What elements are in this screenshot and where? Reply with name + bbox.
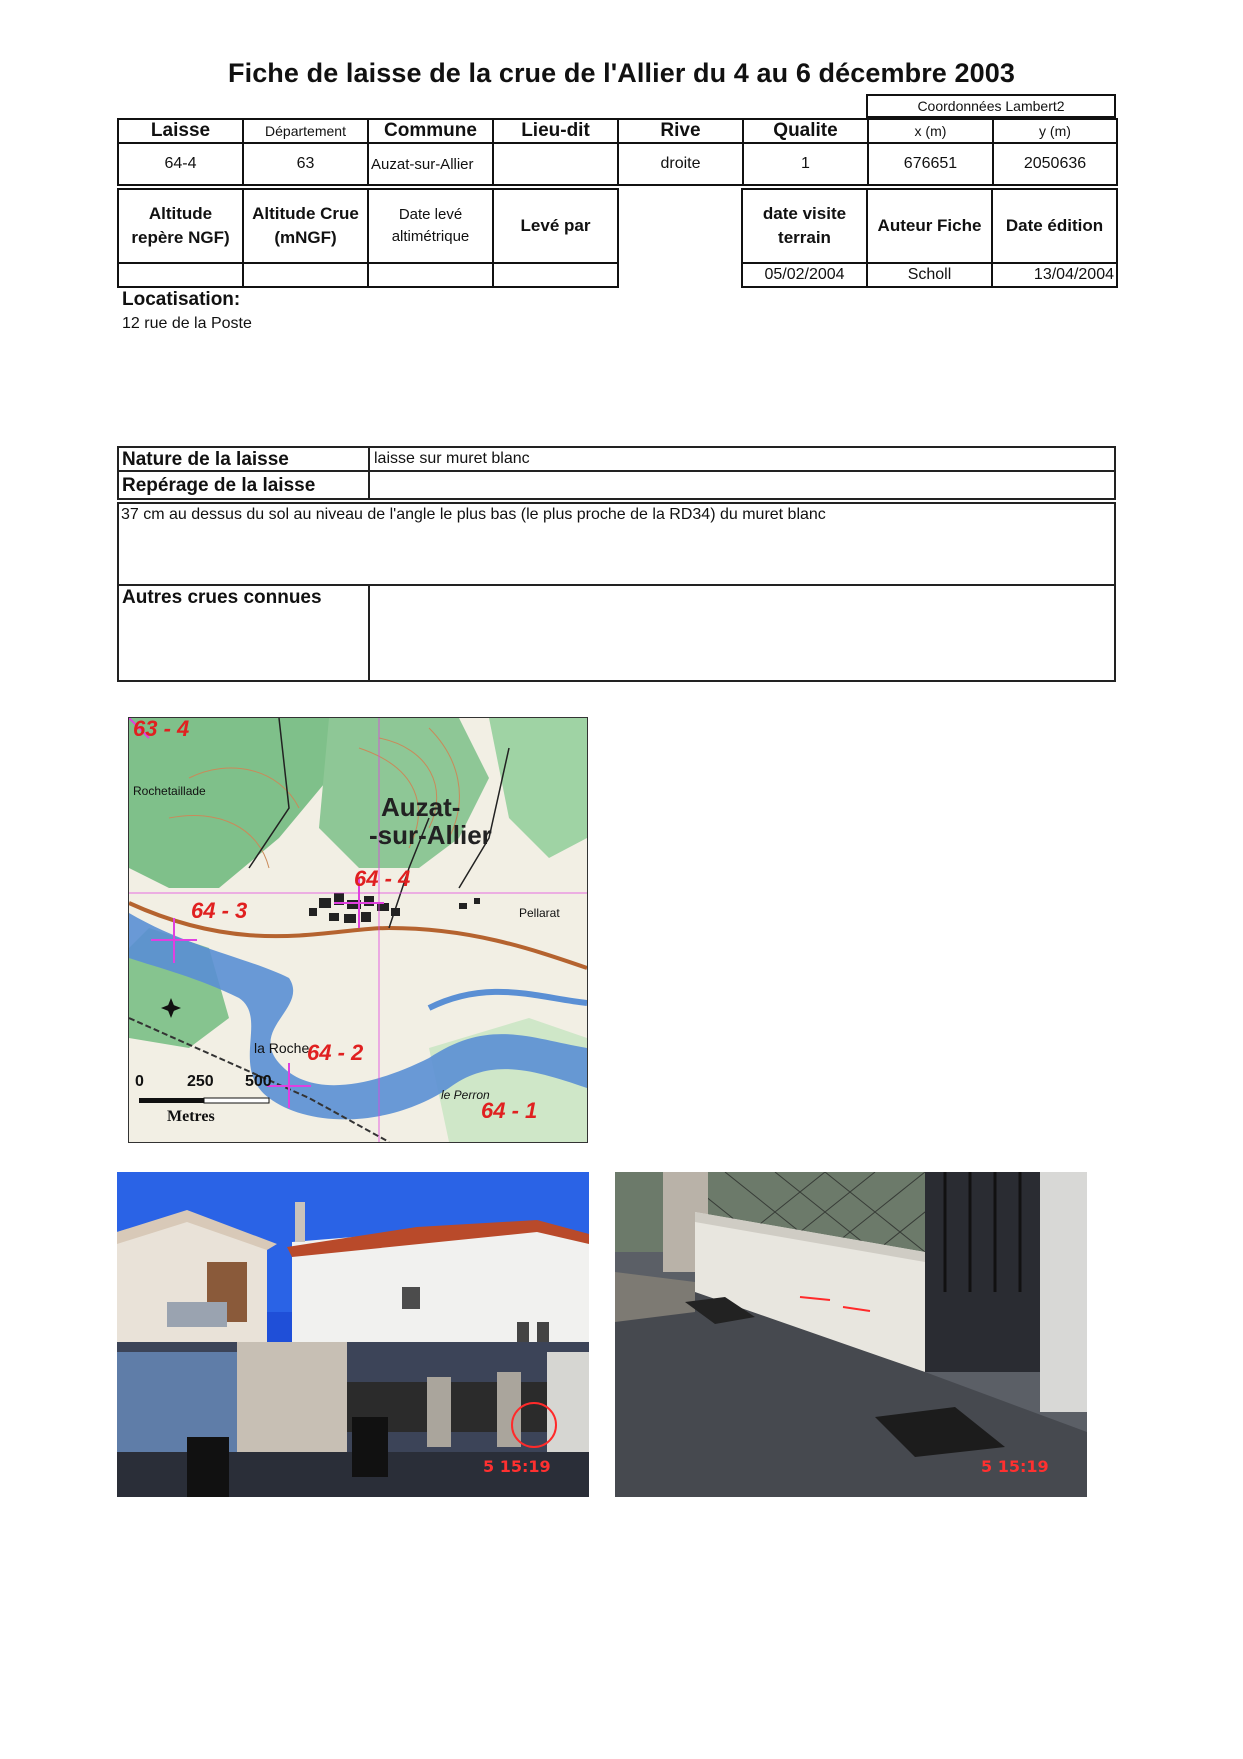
label-auteur-fiche: Auteur Fiche (867, 189, 992, 263)
header-commune: Commune (368, 119, 493, 143)
value-laisse: 64-4 (118, 143, 243, 185)
value-auteur-fiche: Scholl (867, 263, 992, 287)
map-label-town: Auzat- (381, 792, 461, 822)
label-altitude-crue: Altitude Crue (mNGF) (243, 189, 368, 263)
map-scale-500: 500 (245, 1073, 272, 1090)
info-table (117, 118, 1118, 186)
label-date-visite: date visite terrain (742, 189, 867, 263)
map-label-perron: le Perron (441, 1088, 490, 1102)
location-label: Locatisation: (122, 289, 241, 310)
header-y: y (m) (993, 119, 1117, 143)
map-scale-250: 250 (187, 1073, 214, 1090)
map-label-pellarat: Pellarat (519, 906, 560, 920)
photo-wall-timestamp: 5 15:19 (981, 1457, 1049, 1476)
reperage-description: 37 cm au dessus du sol au niveau de l'angle le plus bas (le plus proche de la RD34) du muret blanc (121, 506, 826, 523)
nature-label: Nature de la laisse (122, 449, 289, 470)
label-date-leve: Date levé altimétrique (368, 189, 493, 263)
value-qualite: 1 (743, 143, 868, 185)
map-label-64-2: 64 - 2 (307, 1040, 364, 1065)
map-label-64-1: 64 - 1 (481, 1098, 538, 1123)
header-qualite: Qualite (743, 119, 868, 143)
coords-header-table (866, 94, 1116, 118)
topographic-map (128, 717, 588, 1143)
value-date-edition: 13/04/2004 (992, 263, 1117, 287)
label-date-edition: Date édition (992, 189, 1117, 263)
value-date-leve (368, 263, 493, 287)
header-lieu-dit: Lieu-dit (493, 119, 618, 143)
location-value: 12 rue de la Poste (122, 315, 252, 332)
label-leve-par: Levé par (493, 189, 618, 263)
map-label-la-roche: la Roche (254, 1040, 310, 1056)
map-label-64-3: 64 - 3 (191, 898, 248, 923)
map-label-63-4: 63 - 4 (133, 717, 190, 741)
value-altitude-crue (243, 263, 368, 287)
photo-house-timestamp: 5 15:19 (483, 1457, 551, 1476)
value-x: 676651 (868, 143, 993, 185)
nature-box (117, 446, 1116, 472)
reperage-box (117, 472, 1116, 500)
photo-wall (615, 1172, 1087, 1497)
map-label-town-2: -sur-Allier (369, 820, 492, 850)
map-scale-0: 0 (135, 1073, 144, 1090)
value-altitude-repere (118, 263, 243, 287)
header-laisse: Laisse (118, 119, 243, 143)
reperage-description-box (117, 502, 1116, 586)
value-lieu-dit (493, 143, 618, 185)
header-departement: Département (243, 119, 368, 143)
house-photo-drawing (117, 1172, 589, 1497)
autres-crues-label: Autres crues connues (122, 587, 322, 608)
value-departement: 63 (243, 143, 368, 185)
value-rive: droite (618, 143, 743, 185)
autres-crues-box (117, 586, 1116, 682)
visit-table (741, 188, 1118, 288)
value-date-visite: 05/02/2004 (742, 263, 867, 287)
map-scale-unit: Metres (167, 1108, 215, 1125)
altitude-table (117, 188, 619, 288)
header-rive: Rive (618, 119, 743, 143)
photo-house (117, 1172, 589, 1497)
value-commune: Auzat-sur-Allier (368, 143, 493, 185)
value-leve-par (493, 263, 618, 287)
label-altitude-repere: Altitude repère NGF) (118, 189, 243, 263)
map-label-64-4: 64 - 4 (354, 866, 411, 891)
coords-header: Coordonnées Lambert2 (867, 95, 1115, 117)
reperage-label: Repérage de la laisse (122, 475, 316, 496)
value-y: 2050636 (993, 143, 1117, 185)
map-label-rochetaillade: Rochetaillade (133, 784, 206, 798)
nature-value: laisse sur muret blanc (374, 450, 530, 467)
page-title: Fiche de laisse de la crue de l'Allier du 4 au 6 décembre 2003 (228, 58, 1015, 88)
wall-photo-drawing (615, 1172, 1087, 1497)
header-x: x (m) (868, 119, 993, 143)
